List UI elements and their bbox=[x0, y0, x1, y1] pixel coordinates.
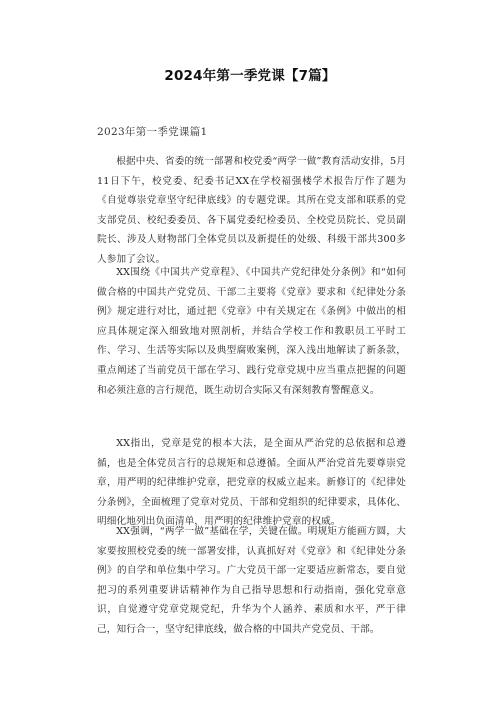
document-title: 2024年第一季党课【7篇】 bbox=[164, 68, 336, 84]
paragraph-1: 根据中央、省委的统一部署和校党委“两学一做”教育活动安排，5月11日下午，校党委、纪委书记XX在学校福强楼学术报告厅作了题为《自觉尊崇党章坚守纪律底线》的专题党课。其所在党支部和联系的党支部党员、校纪委委员、各下属党委纪检委员、全校党员院长、党员副院长、涉及人财物部门全体党员以及新提任的处级、科级干部共300多人参加了会议。 bbox=[97, 156, 406, 265]
paragraph-4: XX强调，“两学一做”基础在学，关键在做。明规矩方能画方圆，大家要按照校党委的统一部署安排，认真抓好对《党章》和《纪律处分条例》的自学和单位集中学习。广大党员干部一定要适应新常态，要自觉把习的系列重要讲话精神作为自己指导思想和行动指南，强化党章意识，自觉遵守党章党规党纪，升华为个人涵养、素质和水平，严于律己，知行合一，坚守纪律底线，做合格的中国共产党党员、干部。 bbox=[97, 526, 406, 635]
paragraph-2: XX围绕《中国共产党章程》、《中国共产党纪律处分条例》和“如何做合格的中国共产党党员、干部二主要将《党章》要求和《纪律处分条例》规定进行对比，通过把《党章》中有关规定在《条例》中做出的相应具体规定深入细致地对照剖析，并结合学校工作和教职员工平时工作、学习、生活等实际以及典型腐败案例，深入浅出地解读了新条款，重点阐述了当前党员干部在学习、践行党章党规中应当重点把握的问题和必须注意的言行规范，既生动切合实际又有深刻教育警醒意义。 bbox=[97, 267, 406, 396]
section-heading: 2023年第一季党课篇1 bbox=[97, 126, 208, 138]
paragraph-3: XX指出，党章是党的根本大法，是全面从严治党的总依据和总遵循，也是全体党员言行的总规矩和总遵循。全面从严治党首先要尊崇党章，用严明的纪律维护党章，把党章的权威立起来。新修订的《纪律处分条例》，全面梳理了党章对党员、干部和党组织的纪律要求，具体化、明细化地列出负面清单，用严明的纪律维护党章的权威。 bbox=[97, 438, 406, 528]
